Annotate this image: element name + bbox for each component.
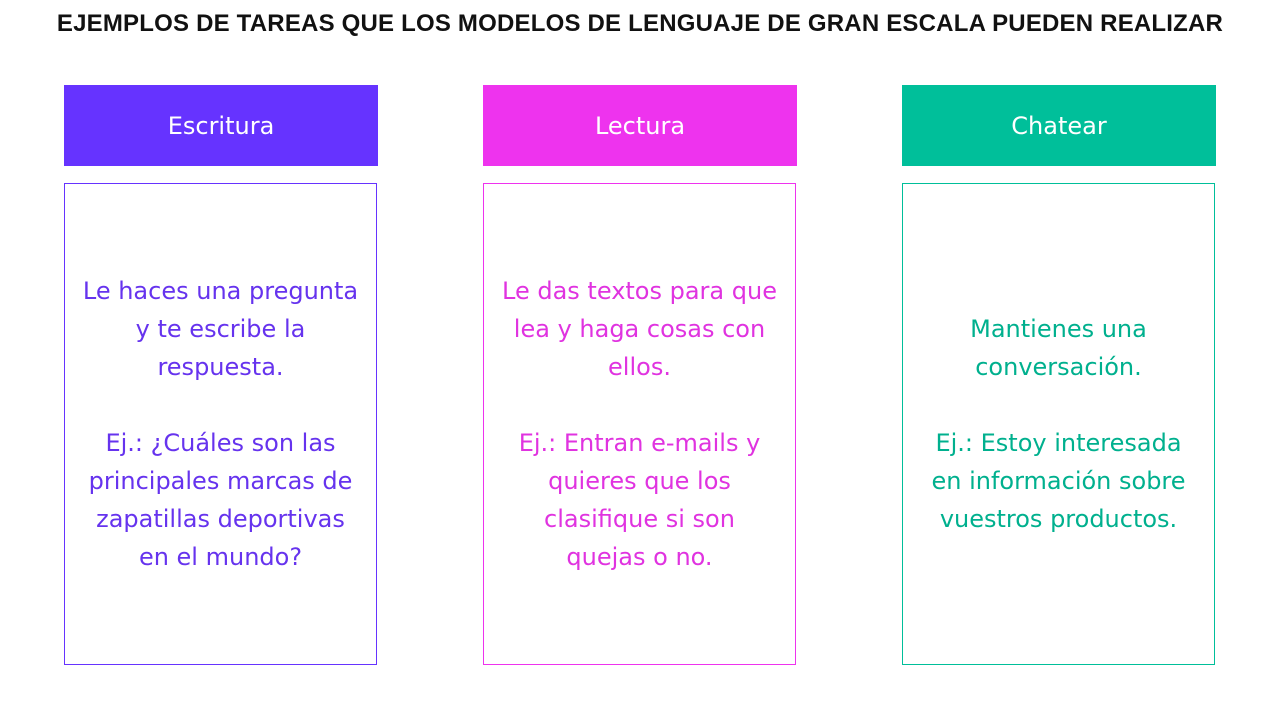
example-line: principales marcas de (88, 467, 353, 495)
example-line: Ej.: Entran e-mails y (518, 429, 761, 457)
panel-lectura (483, 183, 796, 665)
slide-title: EJEMPLOS DE TAREAS QUE LOS MODELOS DE LENGUAJE DE GRAN ESCALA PUEDEN REALIZAR (56, 10, 1224, 37)
example-line: en el mundo? (138, 543, 303, 571)
description-line: ellos. (608, 353, 671, 381)
column-chatear (902, 85, 1217, 533)
example-line: quejas o no. (566, 543, 713, 571)
header-label: Lectura (594, 111, 686, 140)
header-label: Chatear (1011, 111, 1107, 140)
description-line: Mantienes una (970, 315, 1147, 343)
panel-escritura (64, 183, 377, 665)
description-line: Le das textos para que (502, 277, 777, 305)
description-line: conversación. (975, 353, 1142, 381)
column-escritura (64, 85, 379, 571)
example-line: Ej.: ¿Cuáles son las (105, 429, 336, 457)
header-chatear (902, 85, 1216, 166)
description-line: y te escribe la (135, 315, 306, 343)
example-line: quieres que los (548, 467, 731, 495)
example-line: clasifique si son (544, 505, 735, 533)
example-line: vuestros productos. (939, 505, 1178, 533)
header-label: Escritura (167, 111, 275, 140)
example-line: en información sobre (931, 467, 1186, 495)
description-line: respuesta. (157, 353, 284, 381)
header-lectura (483, 85, 797, 166)
example-line: Ej.: Estoy interesada (935, 429, 1182, 457)
description-line: lea y haga cosas con (513, 315, 766, 343)
example-line: zapatillas deportivas (96, 505, 345, 533)
panel-chatear (902, 183, 1215, 665)
header-escritura (64, 85, 378, 166)
description-line: Le haces una pregunta (82, 277, 359, 305)
column-lectura (483, 85, 798, 571)
